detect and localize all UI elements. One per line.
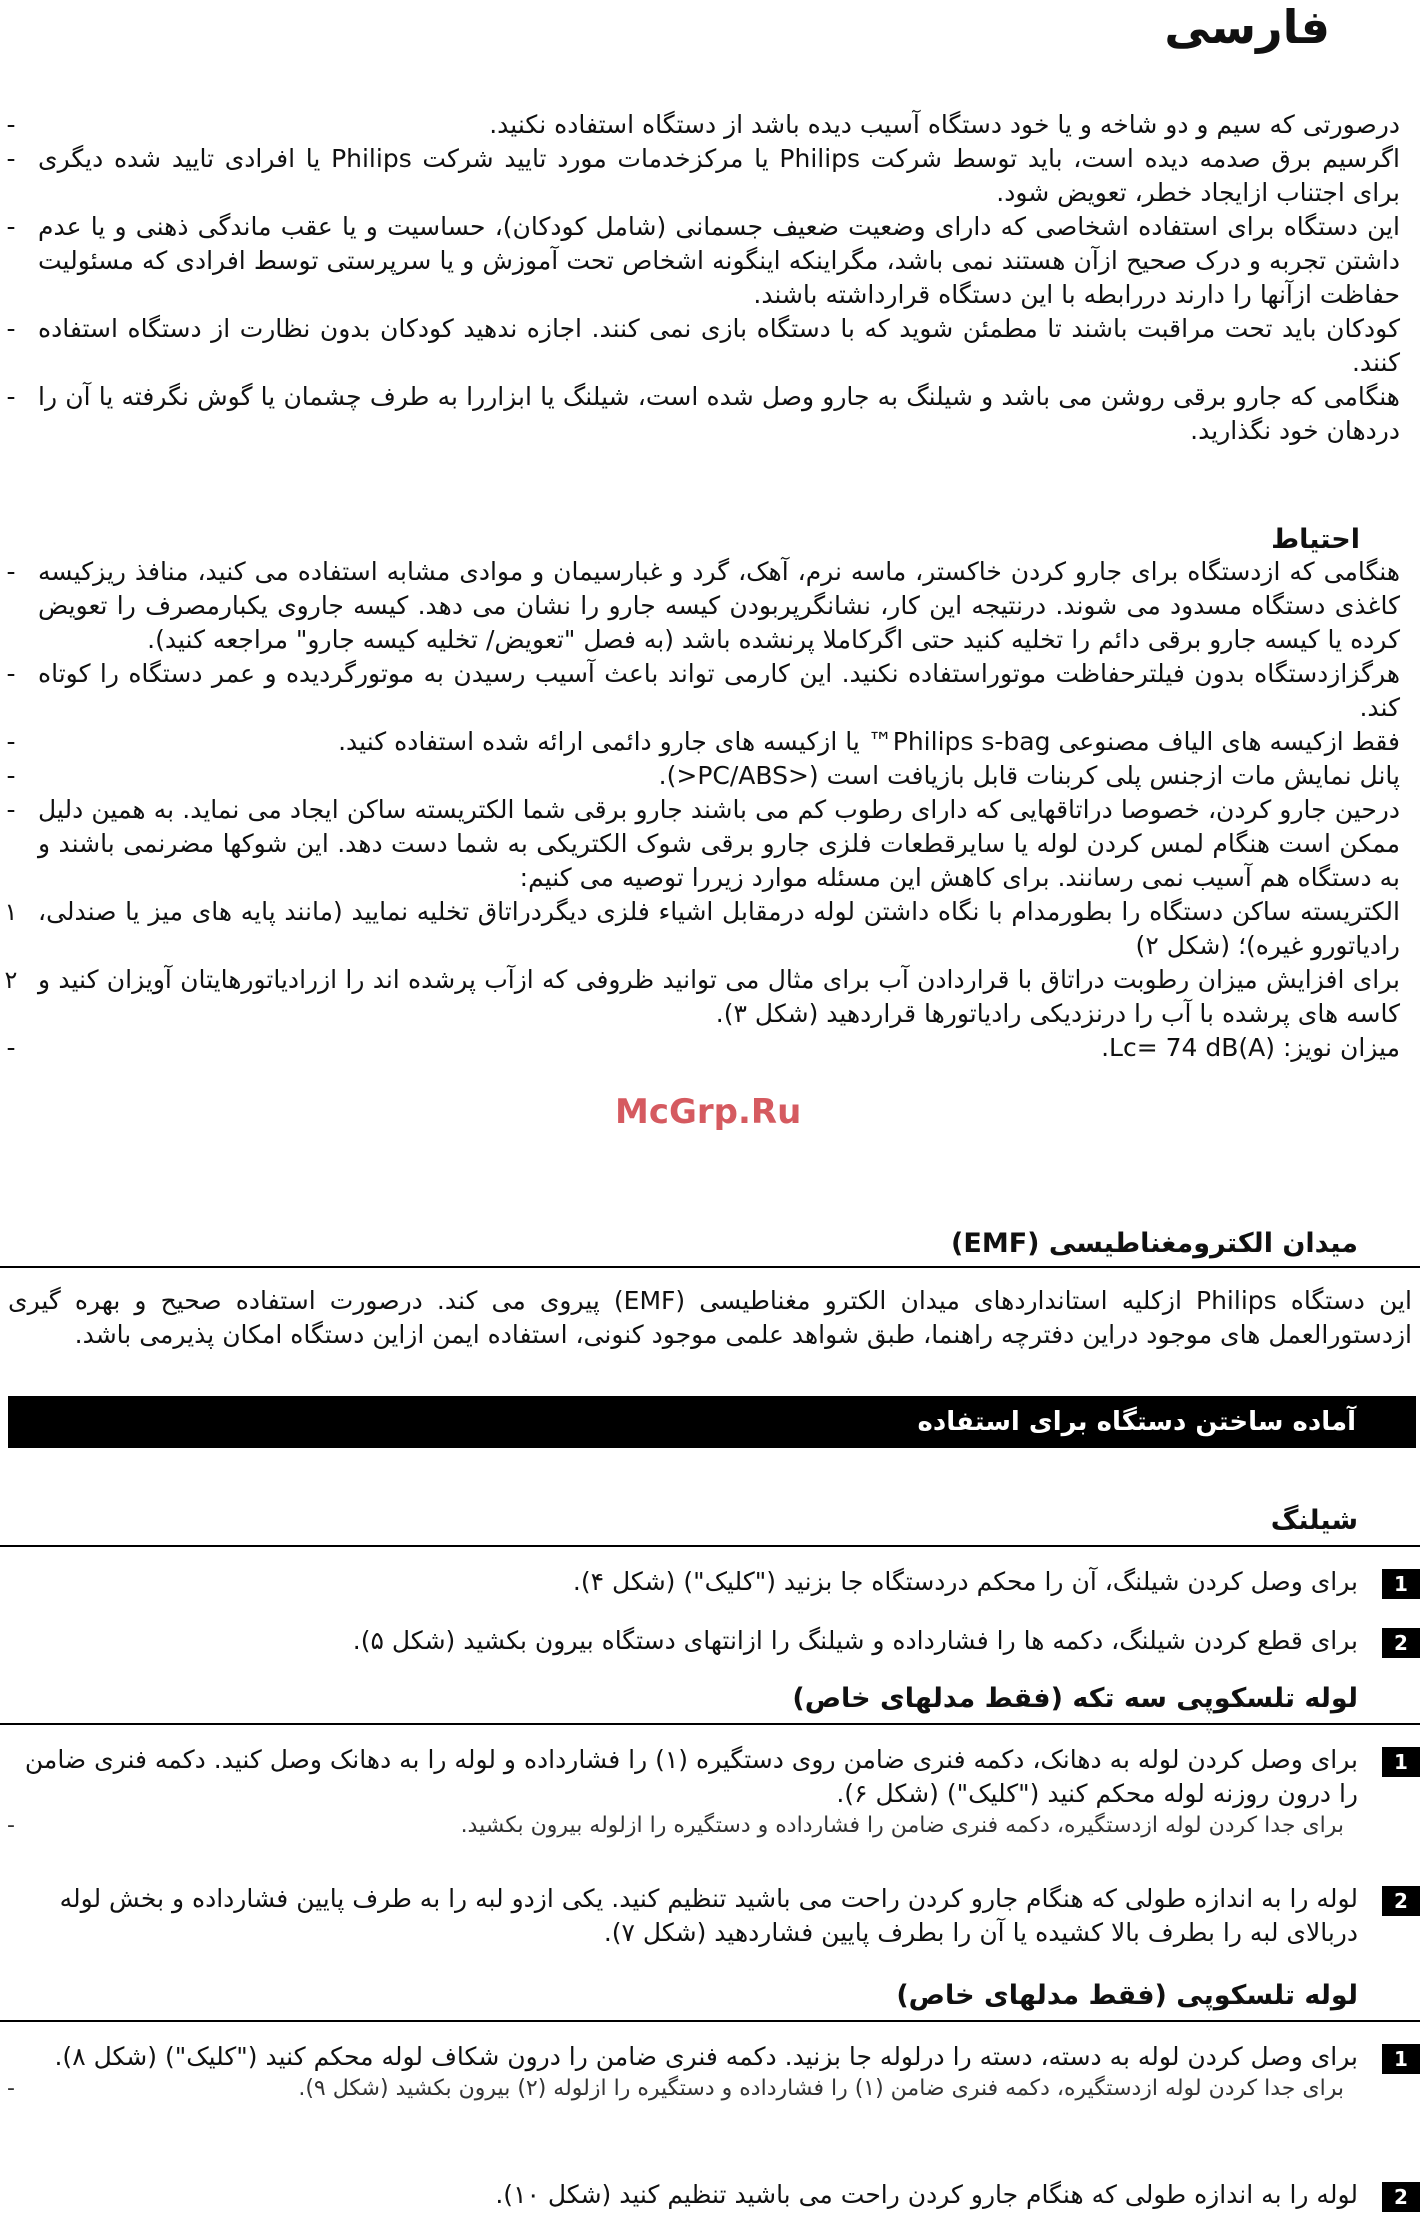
divider	[0, 1266, 1420, 1268]
tube3-step1	[0, 1743, 1420, 1841]
divider	[0, 1723, 1420, 1725]
step-item: 2 لوله را به اندازه طولی که هنگام جارو کردن راحت می باشید تنظیم کنید. یکی ازدو لبه را به طرف پایین فشارداده و بخش لوله دربالای لبه را بطرف بالا کشیده یا آن را بطرف پایین فشاردهید (شکل ۷).	[0, 1882, 1420, 1950]
numbered-item: ۱ الکتریسته ساکن دستگاه را بطورمدام با نگاه داشتن لوله درمقابل اشیاء فلزی دیگردراتاق تخلیه نمایید (مانند پایه های میز یا صندلی، رادیاتورو غیره)؛ (شکل ۲)	[4, 897, 1400, 960]
tube-step1	[0, 2040, 1420, 2104]
hose-steps	[0, 1565, 1420, 1599]
step-item: 1 برای وصل کردن لوله به دهانک، دکمه فنری ضامن روی دستگیره (۱) را فشارداده و لوله را به دهانک وصل کنید. دکمه فنری ضامن را درون روزنه لوله محکم کنید ("کلیک") (شکل ۶).	[0, 1743, 1420, 1811]
tube-heading: لوله تلسکوپی (فقط مدلهای خاص)	[896, 1980, 1358, 2011]
tube-section	[0, 1980, 1420, 2011]
list-item: - هرگزازدستگاه بدون فیلترحفاظت موتوراستفاده نکنید. این کارمی تواند باعث آسیب رسیدن به موتورگردیده و عمر دستگاه را کوتاه کند.	[6, 659, 1400, 722]
emf-body	[0, 1284, 1420, 1352]
step-number-badge: 1	[1382, 1569, 1420, 1599]
list-item: - پانل نمایش مات ازجنس پلی کربنات قابل بازیافت است (<PC/ABS<).	[6, 761, 1400, 790]
emf-section	[0, 1228, 1420, 1259]
tube-step2	[0, 2178, 1420, 2212]
step-item: 2 لوله را به اندازه طولی که هنگام جارو کردن راحت می باشید تنظیم کنید (شکل ۱۰).	[0, 2178, 1420, 2212]
list-item: - درصورتی که سیم و دو شاخه و یا خود دستگاه آسیب دیده باشد از دستگاه استفاده نکنید.	[6, 110, 1400, 139]
tube3-heading: لوله تلسکوپی سه تکه (فقط مدلهای خاص)	[792, 1683, 1358, 1714]
hose-steps-2	[0, 1624, 1420, 1658]
caution-heading: احتیاط	[1271, 524, 1360, 555]
section-heading-bar: آماده ساختن دستگاه برای استفاده	[8, 1396, 1416, 1448]
divider	[0, 2020, 1420, 2022]
list-item: - هنگامی که ازدستگاه برای جارو کردن خاکستر، ماسه نرم، آهک، گرد و غبارسیمان و موادی مشابه استفاده می کنید، منافذ ریزکیسه کاغذی دستگاه مسدود می شوند. درنتیجه این کار، نشانگرپربودن کیسه جارو را نشان می دهد. کیسه جاروی یکبارمصرف را تعویض کرده یا کیسه جارو برقی دائم را تخلیه کنید حتی اگرکاملا پرنشده باشد (به فصل "تعویض/ تخلیه کیسه جارو" مراجعه کنید).	[6, 557, 1400, 654]
step-number-badge: 2	[1382, 1628, 1420, 1658]
warnings-list	[0, 108, 1420, 448]
language-title: فارسی	[1164, 0, 1330, 54]
divider	[0, 1545, 1420, 1547]
step-number-badge: 2	[1382, 1886, 1420, 1916]
sub-item: - برای جدا کردن لوله ازدستگیره، دکمه فنری ضامن را فشارداده و دستگیره را ازلوله بیرون بکشید.	[7, 1813, 1344, 1838]
step-number-badge: 1	[1382, 1747, 1420, 1777]
numbered-item: ۲ برای افزایش میزان رطوبت دراتاق با قراردادن آب برای مثال می توانید ظروفی که ازآب پرشده اند را ازرادیاتورهایتان آویزان کنید و کاسه های پرشده با آب را درنزدیکی رادیاتورها قراردهید (شکل ۳).	[4, 965, 1400, 1028]
list-item: - درحین جارو کردن، خصوصا دراتاقهایی که دارای رطوب کم می باشند جارو برقی شما الکتریسته ساکن ایجاد می نماید. به همین دلیل ممکن است هنگام لمس کردن لوله یا سایرقطعات فلزی جارو برقی شوک الکتریکی به شما دست دهد. این شوکها مضرنمی باشند و به دستگاه هم آسیب نمی رسانند. برای کاهش این مسئله موارد زیررا توصیه می کنیم:	[6, 795, 1400, 892]
hose-section	[0, 1505, 1420, 1536]
list-item: - هنگامی که جارو برقی روشن می باشد و شیلنگ به جارو وصل شده است، شیلنگ یا ابزاررا به طرف چشمان یا گوش نگرفته یا آن را دردهان خود نگذارید.	[6, 382, 1400, 445]
list-item: - این دستگاه برای استفاده اشخاصی که دارای وضعیت ضعیف جسمانی (شامل کودکان)، حساسیت و یا عقب ماندگی ذهنی و یا عدم داشتن تجربه و درک صحیح ازآن هستند نمی باشد، مگراینکه اینگونه اشخاص تحت آموزش و یا سرپرستی توسط افرادی که مسئولیت حفاظت ازآنها را دارند دررابطه با این دستگاه قرارداشته باشند.	[6, 212, 1400, 309]
emf-text: این دستگاه Philips ازکلیه استانداردهای میدان الکترو مغناطیسی (EMF) پیروی می کند. درصورت استفاده صحیح و بهره گیری ازدستورالعمل های موجود دراین دفترچه راهنما، طبق شواهد علمی موجود کنونی، استفاده ایمن ازاین دستگاه امکان پذیرمی باشد.	[8, 1286, 1412, 1349]
step-number-badge: 1	[1382, 2044, 1420, 2074]
step-item: 1 برای وصل کردن لوله به دسته، دسته را درلوله جا بزنید. دکمه فنری ضامن را درون شکاف لوله محکم کنید ("کلیک") (شکل ۸).	[0, 2040, 1420, 2074]
step-number-badge: 2	[1382, 2182, 1420, 2212]
step-item: 1 برای وصل کردن شیلنگ، آن را محکم دردستگاه جا بزنید ("کلیک") (شکل ۴).	[0, 1565, 1420, 1599]
tube3-step2	[0, 1882, 1420, 1950]
caution-section	[0, 524, 1420, 1065]
tube3-section	[0, 1683, 1420, 1714]
step-item: 2 برای قطع کردن شیلنگ، دکمه ها را فشارداده و شیلنگ را ازانتهای دستگاه بیرون بکشید (شکل ۵).	[0, 1624, 1420, 1658]
sub-item: - برای جدا کردن لوله ازدستگیره، دکمه فنری ضامن (۱) را فشارداده و دستگیره را ازلوله (۲) بیرون بکشید (شکل ۹).	[7, 2076, 1344, 2101]
emf-heading: میدان الکترومغناطیسی (EMF)	[951, 1228, 1358, 1259]
watermark: McGrp.Ru	[615, 1092, 802, 1132]
list-item: - اگرسیم برق صدمه دیده است، باید توسط شرکت Philips یا مرکزخدمات مورد تایید شرکت Philips یا افرادی تایید شده دیگری برای اجتناب ازایجاد خطر، تعویض شود.	[6, 144, 1400, 207]
hose-heading: شیلنگ	[1270, 1505, 1358, 1536]
list-item: - فقط ازکیسه های الیاف مصنوعی Philips s-bag™ یا ازکیسه های جارو دائمی ارائه شده استفاده کنید.	[6, 727, 1400, 756]
list-item: - میزان نویز: Lc= 74 dB(A).	[6, 1033, 1400, 1062]
list-item: - کودکان باید تحت مراقبت باشند تا مطمئن شوید که با دستگاه بازی نمی کنند. اجازه ندهید کودکان بدون نظارت از دستگاه استفاده کنند.	[6, 314, 1400, 377]
